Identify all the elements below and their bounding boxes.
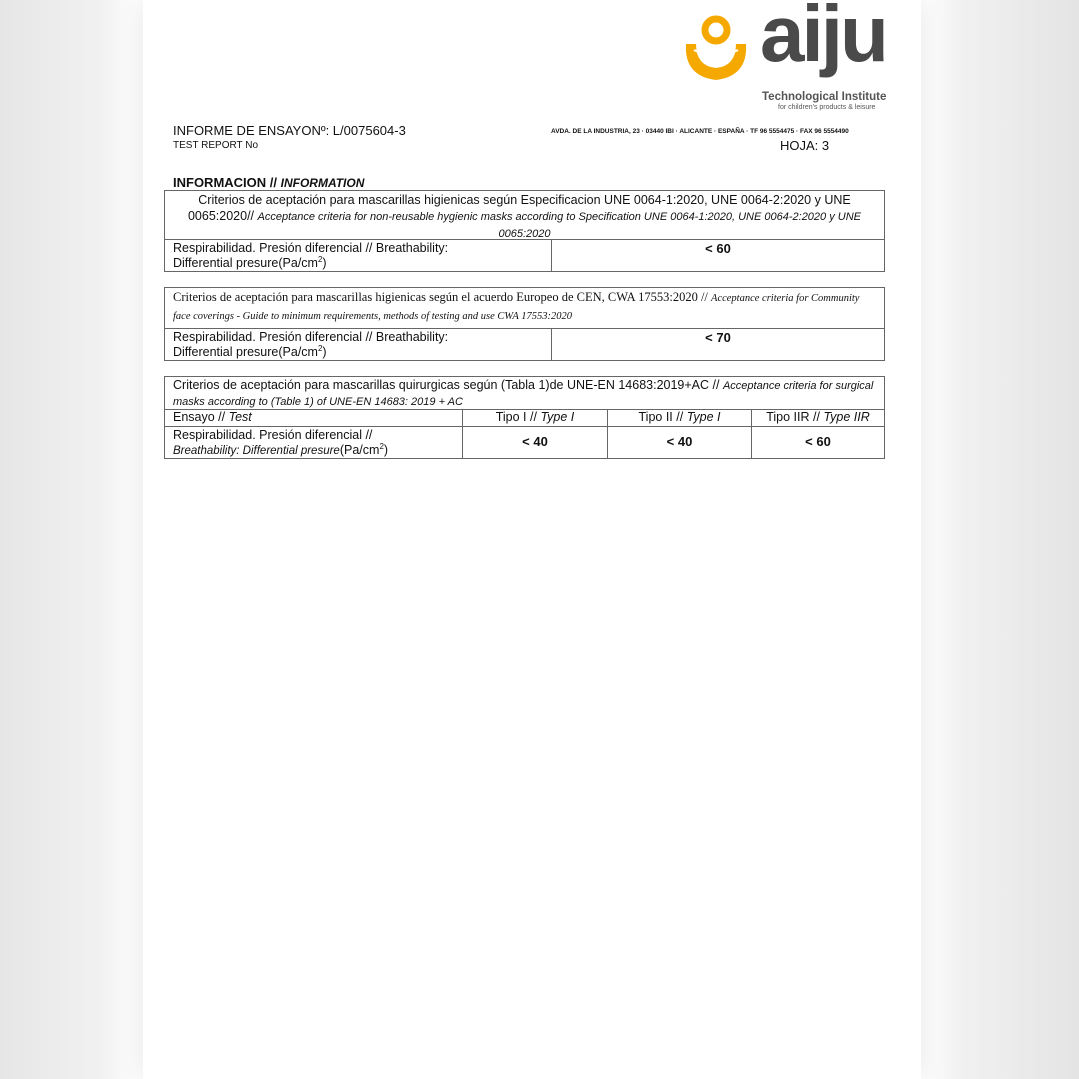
document-page [143, 0, 921, 1079]
table2-test-label-line1: Respirabilidad. Presión diferencial // Breathability: [173, 330, 449, 344]
table2-criteria-es: Criterios de aceptación para mascarillas higienicas según el acuerdo Europeo de CEN, CWA 17553:2020 // [173, 290, 708, 304]
table2-criteria [173, 289, 878, 325]
table1-data-row [165, 239, 884, 271]
table1-criteria-es: Criterios de aceptación para mascarillas higienicas según Especificacion UNE 0064-1:2020, UNE 0064-2:2020 y UNE 0065:2020// [187, 193, 851, 223]
table1-value: < 60 [705, 241, 731, 256]
table1-test-label-line1: Respirabilidad. Presión diferencial // Breathability: [173, 241, 449, 255]
address-line: AVDA. DE LA INDUSTRIA, 23 · 03440 IBI · ALICANTE · ESPAÑA · TF 96 5554475 · FAX 96 5554490 [551, 128, 849, 135]
table3-data-row [165, 426, 884, 458]
table3-criteria-en: Acceptance criteria for surgical masks according to (Table 1) of UNE-EN 14683: 2019 + AC [173, 380, 874, 408]
sheet-number: HOJA: 3 [780, 138, 830, 153]
table3-header-row [165, 409, 884, 427]
report-number: INFORME DE ENSAYONº: L/0075604-3 [173, 123, 406, 138]
report-number-en: TEST REPORT No [173, 140, 259, 151]
table1-test-label [173, 241, 448, 271]
table3-header-test: Ensayo // Test [173, 410, 252, 424]
table3-test-label [173, 428, 388, 459]
table3-header-type2r: Tipo IIR // Type IIR [766, 410, 870, 424]
criteria-table-surgical [164, 376, 885, 459]
aiju-logo [680, 0, 900, 115]
section-title [173, 175, 364, 190]
logo-tagline: for children's products & leisure [778, 104, 876, 111]
logo-wordmark: aiju [760, 0, 886, 78]
aiju-logo-mark-icon [680, 10, 760, 90]
table3-value-type1: < 40 [522, 434, 548, 449]
section-title-es: INFORMACION // [173, 175, 277, 190]
table3-value-type2r: < 60 [805, 434, 831, 449]
section-title-en: INFORMATION [280, 176, 365, 190]
table1-criteria-en: Acceptance criteria for non-reusable hygienic masks according to Specification UNE 0064-1:2020, UNE 0064-2:2020 y UNE 0065:2020 [257, 211, 862, 240]
table3-criteria [173, 378, 878, 410]
criteria-table-cwa [164, 287, 885, 361]
table3-header-type2: Tipo II // Type I [638, 410, 721, 424]
table1-test-label-line2: Differential $presure(Pa/cm^2)$ [173, 255, 327, 270]
table2-test-label [173, 330, 448, 360]
table3-test-label-line2: Breathability: Differential $presure(Pa/cm^2)$ [173, 442, 389, 457]
table3-value-type2: < 40 [666, 434, 693, 449]
table3-header-type1: Tipo I // Type I [495, 410, 575, 424]
table2-criteria-en: Acceptance criteria for Community face coverings - Guide to minimum requirements, methods of testing and use CWA 17553:2020 [173, 293, 860, 322]
table3-criteria-es: Criterios de aceptación para mascarillas quirurgicas según (Tabla 1)de UNE-EN 14683:2019+AC // [173, 378, 720, 392]
table1-criteria [165, 192, 884, 242]
table2-test-label-line2: Differential $presure(Pa/cm^2)$ [173, 344, 327, 359]
table2-value: < 70 [705, 330, 731, 345]
criteria-table-hygienic-une [164, 190, 885, 272]
logo-subtitle: Technological Institute [762, 91, 887, 103]
table2-data-row [165, 328, 884, 360]
table3-test-label-line1: Respirabilidad. Presión diferencial // [173, 428, 373, 442]
